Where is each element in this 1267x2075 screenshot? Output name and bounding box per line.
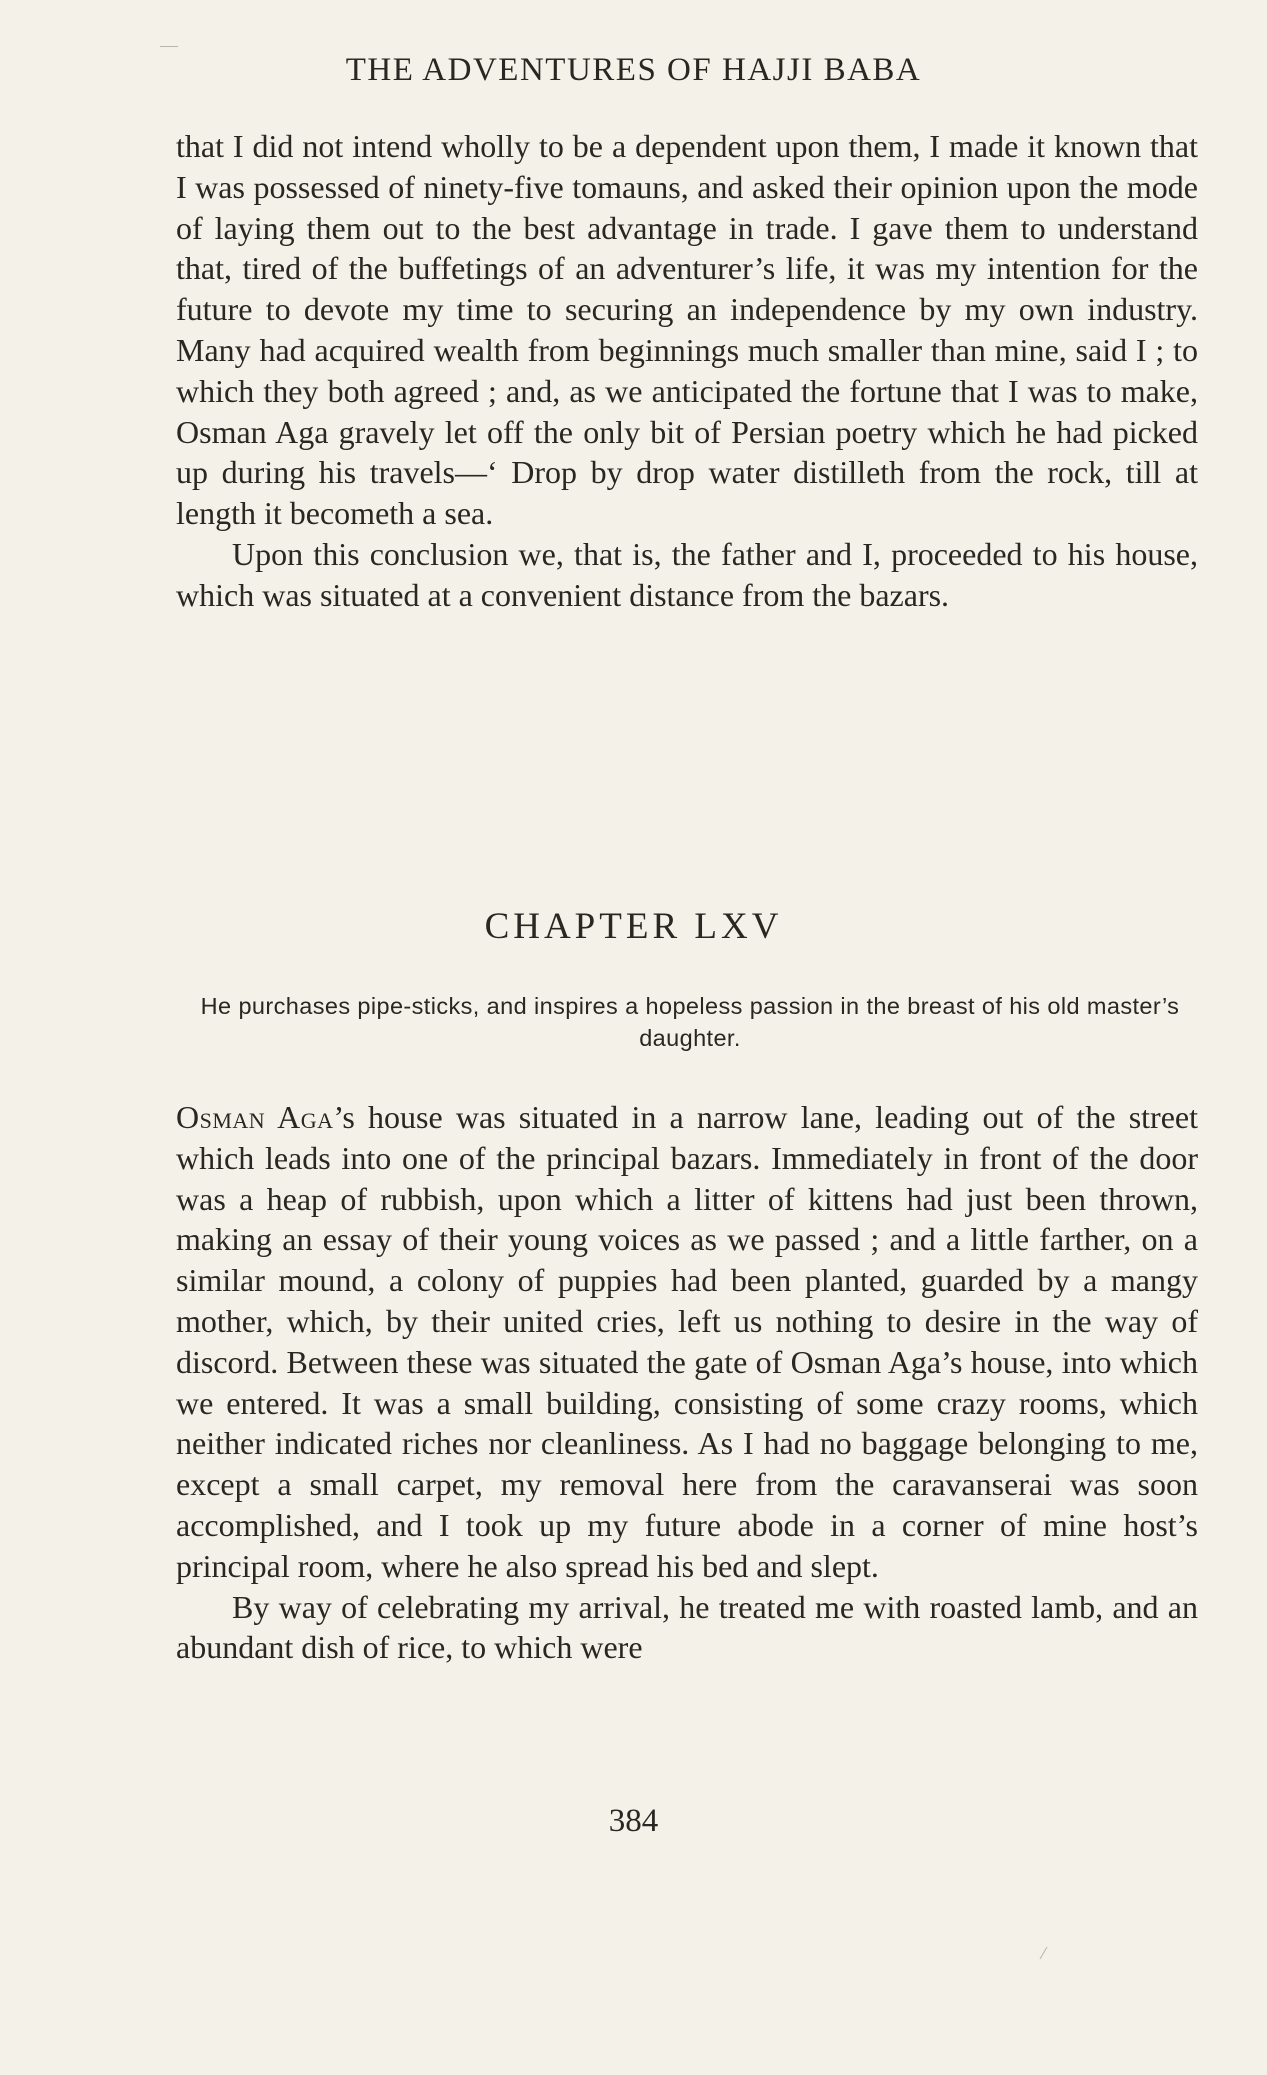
page-edge-mark (160, 46, 178, 47)
chapter-text-block (176, 1097, 1198, 1668)
paragraph: Upon this conclusion we, that is, the father and I, proceeded to his house, which was situated at a convenient distance from the bazars. (176, 535, 1198, 613)
chapter-opening-paragraph (176, 1097, 1198, 1587)
page-number: 384 (608, 1803, 659, 1839)
opening-words: Osman Aga (176, 1099, 334, 1135)
continued-text-block (176, 126, 1198, 616)
chapter-summary: He purchases pipe-sticks, and inspires a hopeless passion in the breast of his old master’s daughter. (200, 993, 1180, 1051)
opening-paragraph-text: ’s house was situated in a narrow lane, leading out of the street which leads into one of the principal bazars. Immediately in front of the door was a heap of rubbish, upon which a litter of kittens had just been thrown, making an essay of their young voices as we passed ; and a little farther, on a similar mound, a colony of puppies had been planted, guarded by a mangy mother, which, by their united cries, left us nothing to desire in the way of discord. Between these was situated the gate of Osman Aga’s house, into which we entered. It was a small building, consisting of some crazy rooms, which neither indicated riches nor cleanliness. As I had no baggage belonging to me, except a small carpet, my removal here from the caravanserai was soon accomplished, and I took up my future abode in a corner of mine host’s principal room, where he also spread his bed and slept. (176, 1099, 1198, 1584)
paragraph: By way of celebrating my arrival, he treated me with roasted lamb, and an abundant dish of rice, to which were (176, 1588, 1198, 1666)
running-head: THE ADVENTURES OF HAJJI BABA (345, 52, 922, 88)
page-edge-mark (1040, 1947, 1048, 1960)
chapter-title: CHAPTER LXV (484, 906, 783, 947)
continued-paragraph: that I did not intend wholly to be a dependent upon them, I made it known that I was possessed of ninety-five tomauns, and asked their opinion upon the mode of laying them out to the best advantage in trade. I gave them to understand that, tired of the buffetings of an adventurer’s life, it was my intention for the future to devote my time to securing an independence by my own industry. Many had acquired wealth from beginnings much smaller than mine, said I ; to which they both agreed ; and, as we anticipated the fortune that I was to make, Osman Aga gravely let off the only bit of Persian poetry which he had picked up during his travels—‘ Drop by drop water distilleth from the rock, till at length it becometh a sea. (176, 128, 1198, 532)
